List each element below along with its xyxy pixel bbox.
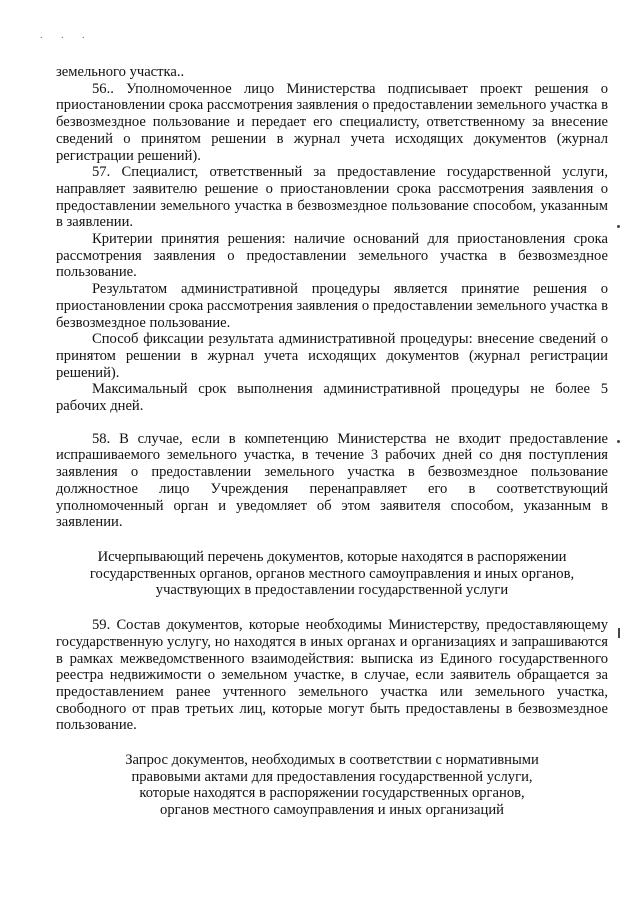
heading-line: участвующих в предоставлении государственной услуги: [155, 582, 509, 599]
paragraph-max-term: Максимальный срок выполнения административной процедуры не более 5 рабочих дней.: [56, 381, 608, 415]
paragraph-58: 58. В случае, если в компетенцию Министерства не входит предоставление испрашиваемого земельного участка, в течение 3 рабочих дней со дня поступления заявления о предоставлении земельного участка в безвозмездное пользование должностное лицо Учреждения перенаправляет его в соответствующий уполномоченный орган и уведомляет об этом заявителя способом, указанным в заявлении.: [56, 430, 608, 531]
scan-speck: [617, 440, 620, 443]
document-body: [56, 64, 608, 819]
scan-speck: [617, 225, 620, 228]
paragraph-59: 59. Состав документов, которые необходимы Министерству, предоставляющему государственную услугу, но находятся в иных органах и организациях и запрашиваются в рамках межведомственного взаимодействия: выписка из Единого государственного реестра недвижимости о земельном участке, в случае, если заявитель обращается за предоставлением ранее учтенного земельного участка или земельного участка, свободного от прав третьих лиц, которые могут быть предоставлены в безвозмездное пользование.: [56, 617, 608, 734]
scan-speck: [618, 628, 620, 638]
heading-line: которые находятся в распоряжении государственных органов,: [139, 785, 525, 802]
section-heading-documents: [56, 549, 608, 599]
paragraph-fixation: Способ фиксации результата административной процедуры: внесение сведений о принятом решении в журнал учета исходящих документов (журнал регистрации решений).: [56, 331, 608, 381]
heading-line: правовыми актами для предоставления государственной услуги,: [131, 768, 533, 785]
heading-line: Запрос документов, необходимых в соответствии с нормативными: [125, 752, 539, 769]
paragraph-continuation: земельного участка..: [56, 64, 185, 80]
paragraph-57: 57. Специалист, ответственный за предоставление государственной услуги, направляет заявителю решение о приостановлении срока рассмотрения заявления о предоставлении земельного участка в безвозмездное пользование способом, указанным в заявлении.: [56, 164, 608, 231]
heading-line: органов местного самоуправления и иных организаций: [160, 802, 504, 819]
paragraph-result: Результатом административной процедуры является принятие решения о приостановлении срока рассмотрения заявления о предоставлении земельного участка в безвозмездное пользование.: [56, 281, 608, 331]
section-heading-request: [56, 752, 608, 819]
paragraph-56: 56.. Уполномоченное лицо Министерства подписывает проект решения о приостановлении срока рассмотрения заявления о предоставлении земельного участка в безвозмездное пользование и передает его специалисту, ответственному за внесение сведений о принятом решении в журнал учета исходящих документов (журнал регистрации решений).: [56, 80, 608, 164]
heading-line: Исчерпывающий перечень документов, которые находятся в распоряжении: [97, 548, 567, 565]
heading-line: государственных органов, органов местного самоуправления и иных органов,: [89, 565, 575, 582]
paragraph-criteria: Критерии принятия решения: наличие оснований для приостановления срока рассмотрения заявления о предоставлении земельного участка в безвозмездное пользование.: [56, 231, 608, 281]
scan-dots: . . .: [40, 30, 93, 41]
